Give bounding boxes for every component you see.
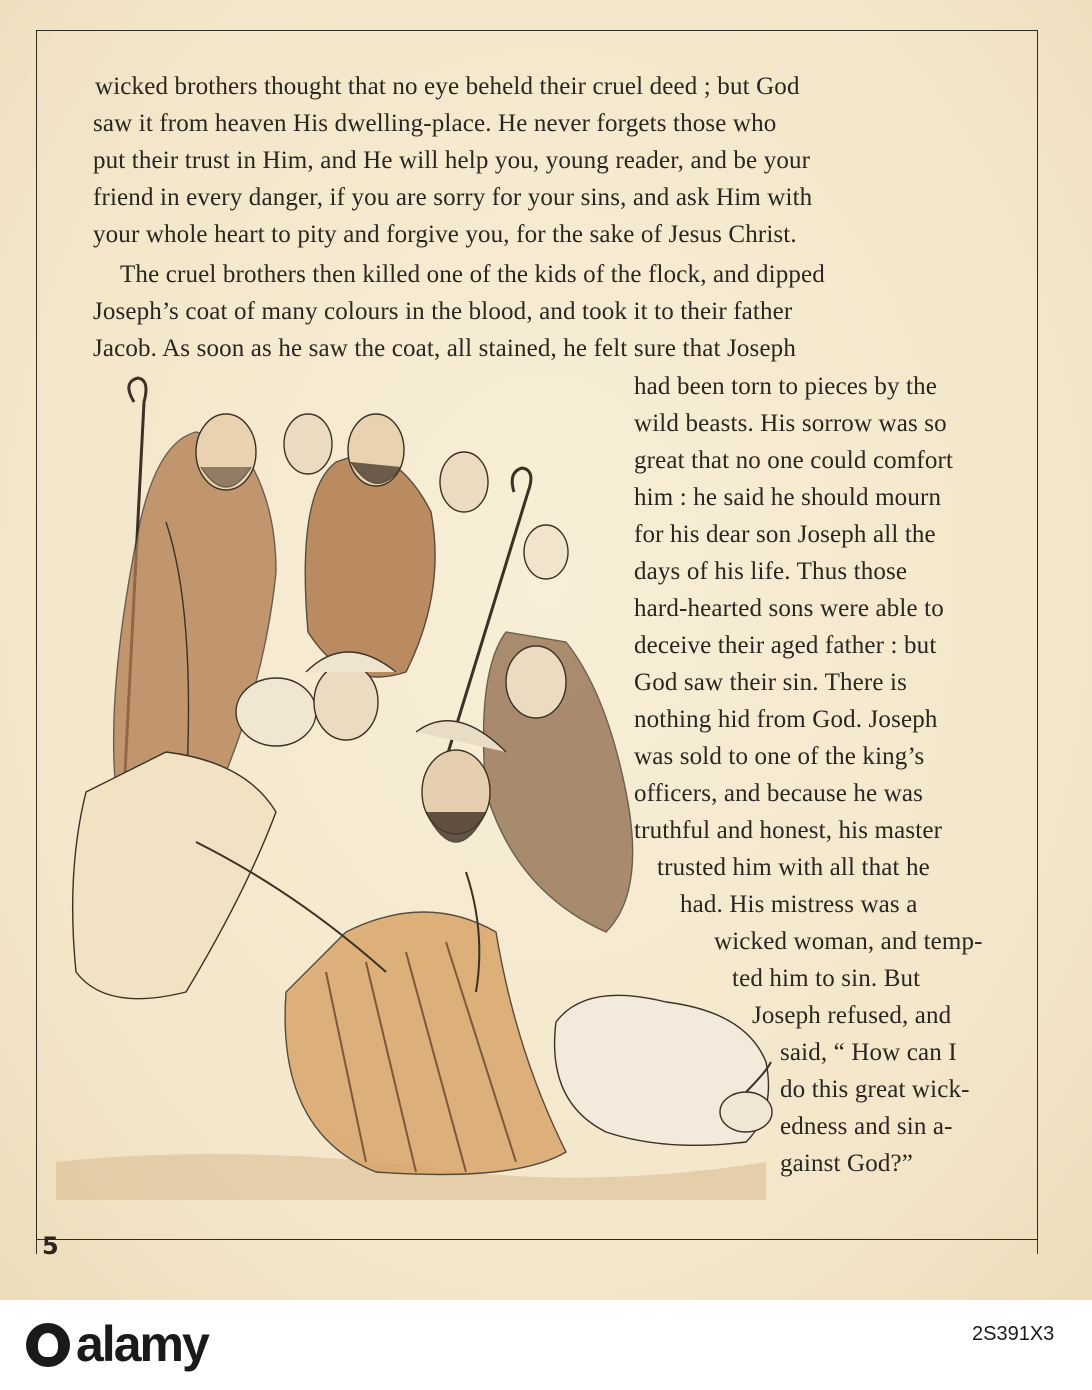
- text-line: saw it from heaven His dwelling-place. He never forgets those who: [93, 110, 777, 137]
- text-line: days of his life. Thus those: [634, 558, 908, 585]
- text-line: edness and sin a-: [780, 1113, 953, 1140]
- corner-tick-right: [1037, 1240, 1038, 1254]
- text-line: had. His mistress was a: [680, 891, 918, 918]
- text-line: trusted him with all that he: [657, 854, 930, 881]
- text-line: hard-hearted sons were able to: [634, 595, 944, 622]
- text-line: truthful and honest, his master: [634, 817, 943, 844]
- text-line: friend in every danger, if you are sorry for your sins, and ask Him with: [93, 184, 813, 211]
- alamy-logo: [26, 1318, 316, 1370]
- image-id: 2S391X3: [972, 1323, 1055, 1345]
- page-number: 5: [42, 1232, 59, 1260]
- text-line: had been torn to pieces by the: [634, 373, 938, 400]
- text-line: put their trust in Him, and He will help you, young reader, and be your: [93, 147, 811, 174]
- text-line: God saw their sin. There is: [634, 669, 907, 696]
- alamy-logo-icon: [26, 1323, 70, 1367]
- text-line: for his dear son Joseph all the: [634, 521, 936, 548]
- text-line: Jacob. As soon as he saw the coat, all stained, he felt sure that Joseph: [93, 335, 796, 362]
- illustration-figures: [56, 378, 772, 1200]
- text-line: said, “ How can I: [780, 1039, 957, 1066]
- text-line: deceive their aged father : but: [634, 632, 937, 659]
- text-line: your whole heart to pity and forgive you, for the sake of Jesus Christ.: [93, 221, 797, 248]
- text-line: Joseph’s coat of many colours in the blood, and took it to their father: [93, 298, 793, 325]
- text-line: wild beasts. His sorrow was so: [634, 410, 947, 437]
- text-line: great that no one could comfort: [634, 447, 954, 474]
- alamy-logo-text: alamy: [76, 1316, 208, 1372]
- text-line: wicked woman, and temp-: [714, 928, 983, 955]
- corner-tick-left: [36, 1240, 37, 1254]
- text-line: nothing hid from God. Joseph: [634, 706, 938, 733]
- joseph-brothers-illustration: [46, 372, 786, 1200]
- text-line: ted him to sin. But: [732, 965, 921, 992]
- text-line: him : he said he should mourn: [634, 484, 942, 511]
- text-line: The cruel brothers then killed one of the kids of the flock, and dipped: [120, 261, 825, 288]
- text-line: do this great wick-: [780, 1076, 970, 1103]
- text-line: gainst God?”: [780, 1150, 914, 1177]
- text-line: officers, and because he was: [634, 780, 924, 807]
- text-line: was sold to one of the king’s: [634, 743, 925, 770]
- text-line: wicked brothers thought that no eye beheld their cruel deed ; but God: [95, 73, 800, 100]
- text-line: Joseph refused, and: [752, 1002, 952, 1029]
